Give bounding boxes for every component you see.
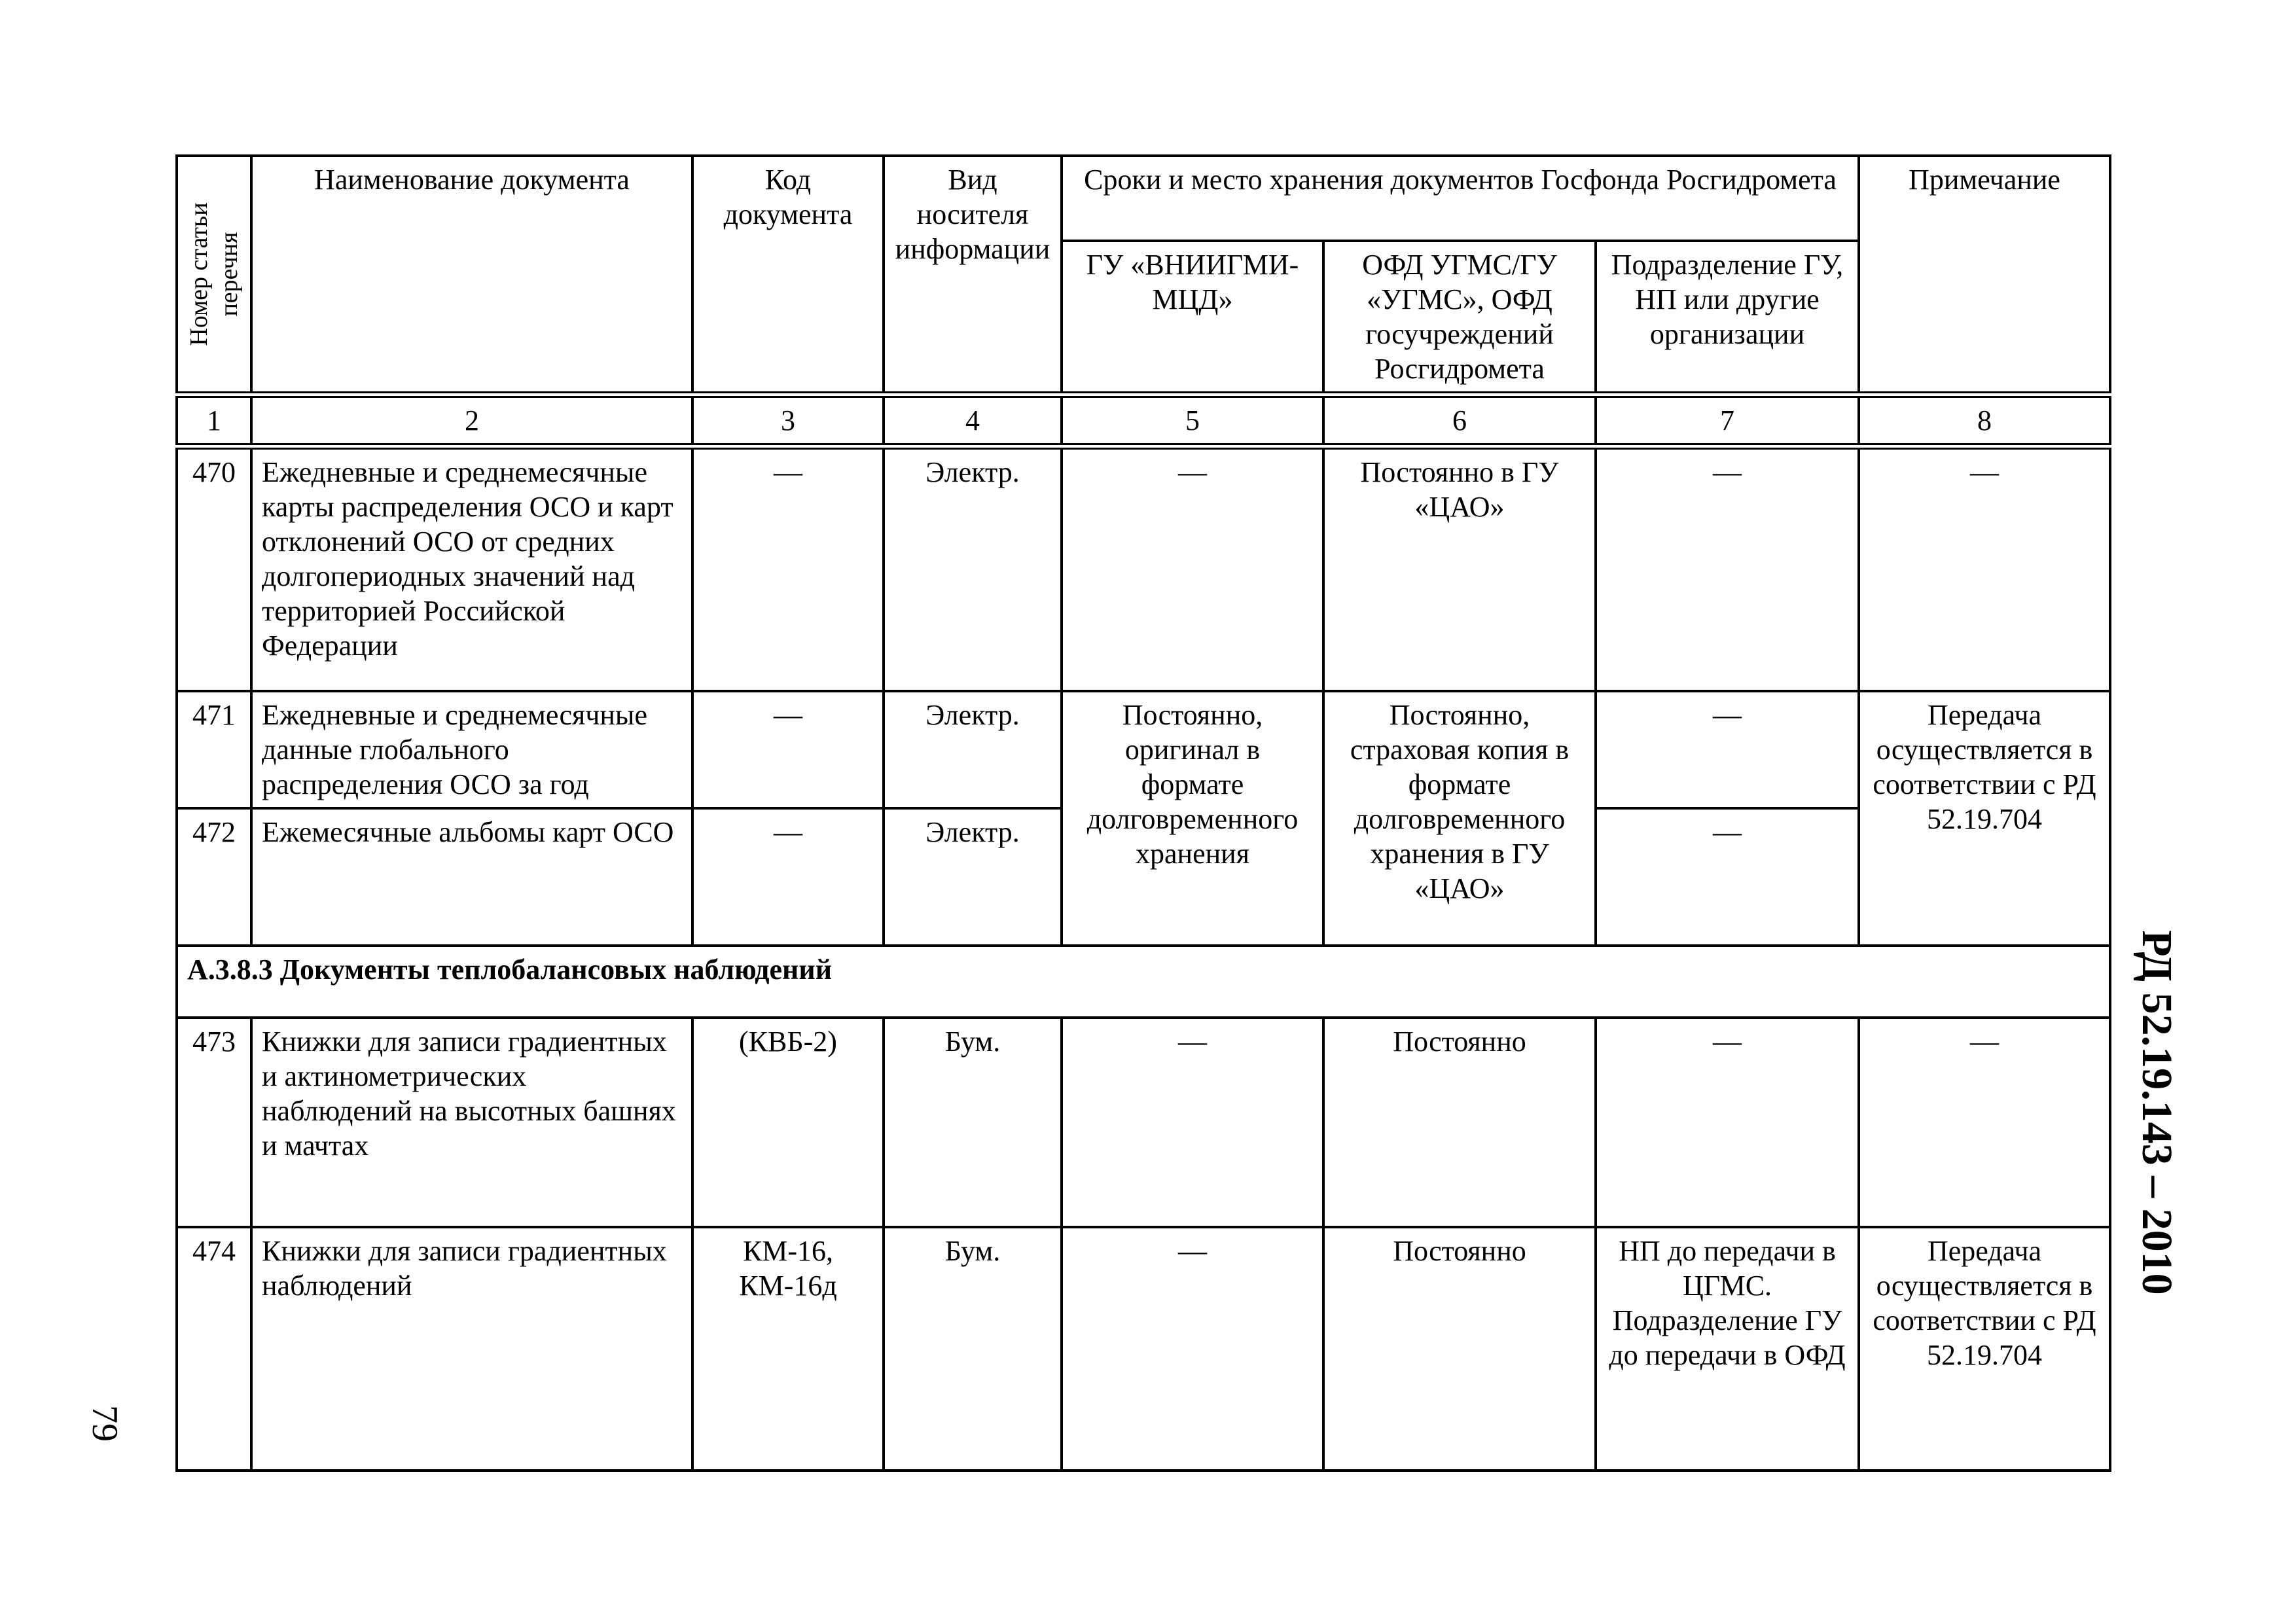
column-number: 2 bbox=[251, 395, 692, 446]
column-number: 3 bbox=[692, 395, 884, 446]
storage-subdivision: — bbox=[1596, 446, 1859, 691]
note: Передача осуществляется в соответствии с РД 52.19.704 bbox=[1859, 1227, 2110, 1471]
article-number: 474 bbox=[177, 1227, 251, 1471]
document-code: — bbox=[692, 808, 884, 946]
storage-ofd: Постоянно bbox=[1323, 1018, 1596, 1227]
storage-ofd: Постоянно bbox=[1323, 1227, 1596, 1471]
storage-vniigmi: Постоянно, оригинал в формате долговременного хранения bbox=[1062, 691, 1323, 946]
document-name: Ежедневные и среднемесячные карты распределения ОСО и карт отклонений ОСО от средних долгопериодных значений над территорией Российской Федерации bbox=[251, 446, 692, 691]
storage-periods-table bbox=[175, 154, 2111, 1472]
note: — bbox=[1859, 1018, 2110, 1227]
media-type: Бум. bbox=[884, 1227, 1062, 1471]
document-code: — bbox=[692, 446, 884, 691]
section-heading: А.3.8.3 Документы теплобалансовых наблюдений bbox=[177, 946, 2110, 1018]
storage-vniigmi: — bbox=[1062, 1227, 1323, 1471]
document-code: КМ-16, КМ-16д bbox=[692, 1227, 884, 1471]
storage-vniigmi: — bbox=[1062, 446, 1323, 691]
article-number: 471 bbox=[177, 691, 251, 808]
header-storage-group: Сроки и место хранения документов Госфонда Росгидромета bbox=[1062, 156, 1859, 241]
document-name: Ежемесячные альбомы карт ОСО bbox=[251, 808, 692, 946]
table-row-470 bbox=[177, 446, 2110, 691]
article-number: 472 bbox=[177, 808, 251, 946]
table-row-473 bbox=[177, 1018, 2110, 1227]
header-row-top bbox=[177, 156, 2110, 241]
column-number: 7 bbox=[1596, 395, 1859, 446]
column-number: 1 bbox=[177, 395, 251, 446]
storage-ofd: Постоянно в ГУ «ЦАО» bbox=[1323, 446, 1596, 691]
storage-vniigmi: — bbox=[1062, 1018, 1323, 1227]
section-row bbox=[177, 946, 2110, 1018]
article-number: 470 bbox=[177, 446, 251, 691]
header-note: Примечание bbox=[1859, 156, 2110, 395]
document-name: Ежедневные и среднемесячные данные глобального распределения ОСО за год bbox=[251, 691, 692, 808]
column-number: 8 bbox=[1859, 395, 2110, 446]
header-document-code: Код документа bbox=[692, 156, 884, 395]
header-ofd: ОФД УГМС/ГУ «УГМС», ОФД госучреждений Росгидромета bbox=[1323, 241, 1596, 395]
document-name: Книжки для записи градиентных наблюдений bbox=[251, 1227, 692, 1471]
header-vniigmi: ГУ «ВНИИГМИ-МЦД» bbox=[1062, 241, 1323, 395]
storage-subdivision: — bbox=[1596, 691, 1859, 808]
storage-subdivision: — bbox=[1596, 808, 1859, 946]
media-type: Электр. bbox=[884, 691, 1062, 808]
column-number: 6 bbox=[1323, 395, 1596, 446]
document-name: Книжки для записи градиентных и актинометрических наблюдений на высотных башнях и мачтах bbox=[251, 1018, 692, 1227]
header-article-number: Номер статьи перечня bbox=[177, 156, 251, 395]
document-code: (КВБ-2) bbox=[692, 1018, 884, 1227]
header-subdivision: Подразделение ГУ, НП или другие организации bbox=[1596, 241, 1859, 395]
document-code-label: РД 52.19.143 – 2010 bbox=[2133, 930, 2181, 1295]
media-type: Электр. bbox=[884, 446, 1062, 691]
page-number: 79 bbox=[84, 1405, 125, 1442]
column-numbers-row bbox=[177, 395, 2110, 446]
header-media-type: Вид носителя информации bbox=[884, 156, 1062, 395]
media-type: Электр. bbox=[884, 808, 1062, 946]
article-number: 473 bbox=[177, 1018, 251, 1227]
storage-subdivision: НП до передачи в ЦГМС. Подразделение ГУ до передачи в ОФД bbox=[1596, 1227, 1859, 1471]
header-document-name: Наименование документа bbox=[251, 156, 692, 395]
table-row-474 bbox=[177, 1227, 2110, 1471]
table-row-471 bbox=[177, 691, 2110, 808]
column-number: 4 bbox=[884, 395, 1062, 446]
storage-ofd: Постоянно, страховая копия в формате долговременного хранения в ГУ «ЦАО» bbox=[1323, 691, 1596, 946]
storage-subdivision: — bbox=[1596, 1018, 1859, 1227]
note: — bbox=[1859, 446, 2110, 691]
column-number: 5 bbox=[1062, 395, 1323, 446]
note: Передача осуществляется в соответствии с РД 52.19.704 bbox=[1859, 691, 2110, 946]
media-type: Бум. bbox=[884, 1018, 1062, 1227]
document-code: — bbox=[692, 691, 884, 808]
